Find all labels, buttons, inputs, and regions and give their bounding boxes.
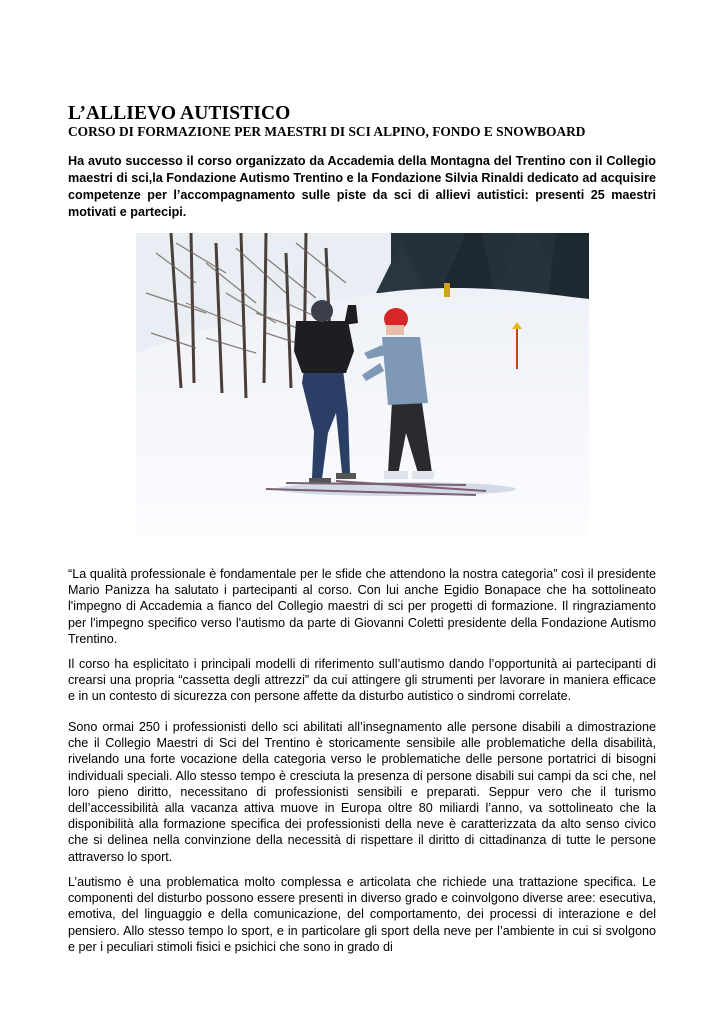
piste-marker-far <box>444 283 450 297</box>
paragraph-4: L’autismo è una problematica molto complessa e articolata che richiede una trattazione specifica. Le componenti del disturbo possono essere presenti in diverso grado e coinvolgono diverse aree: esecutiva, emotiva, del linguaggio e della comunicazione, del comportamento, dei processi di interazione e del pensiero. Allo stesso tempo lo sport, e in particolare gli sport della neve per l’ambiente in cui si svolgono e per i peculiari stimoli fisici e psichici che sono in grado di <box>68 875 656 954</box>
article-subtitle: CORSO DI FORMAZIONE PER MAESTRI DI SCI ALPINO, FONDO E SNOWBOARD <box>68 124 586 139</box>
article-lead: Ha avuto successo il corso organizzato da Accademia della Montagna del Trentino con il Collegio maestri di sci,la Fondazione Autismo Trentino e la Fondazione Silvia Rinaldi dedicato ad acquisire competenze per l’accompagnamento sulle piste da sci di allievi autistici: presenti 25 maestri motivati e partecipi. <box>68 154 656 219</box>
paragraph-2: Il corso ha esplicitato i principali modelli di riferimento sull’autismo dando l’opportunità ai partecipanti di crearsi una propria “cassetta degli attrezzi” da cui attingere gli strumenti per lavorare in maniera efficace e in un contesto di sicurezza con persone affette da disturbo autistico o sindromi correlate. <box>68 657 656 704</box>
paragraph-3: Sono ormai 250 i professionisti dello sci abilitati all’insegnamento alle persone disabili a dimostrazione che il Collegio Maestri di Sci del Trentino è storicamente sensibile alle problematiche della disabilità, rivelando una forte vocazione della categoria verso le problematiche delle persone portatrici di bisogni individuali speciali. Allo stesso tempo è cresciuta la presenza di persone disabili sui campi da sci che, nel loro pieno diritto, necessitano di professionisti sensibili e preparati. Seppur vero che il turismo dell’accessibilità alla vacanza attiva muove in Europa oltre 80 miliardi l’anno, va sottolineato che la disponibilità alla formazione specifica dei professionisti della neve è caratterizzata da alto senso civico che si delinea nella convinzione della necessità di rispettare il diritto di cittadinanza di tutte le persone attraverso lo sport. <box>68 720 656 864</box>
paragraph-1: “La qualità professionale è fondamentale per le sfide che attendono la nostra categoria” così il presidente Mario Panizza ha salutato i partecipanti al corso. Con lui anche Egidio Bonapace che ha sottolineato l'impegno di Accademia a fianco del Collegio maestri di sci per progetti di formazione. Il ringraziamento per l'impegno specifico verso l'autismo da parte di Giovanni Coletti presidente della Fondazione Autismo Trentino. <box>68 567 656 646</box>
ski-photo <box>136 233 589 535</box>
article-title: L’ALLIEVO AUTISTICO <box>68 103 291 124</box>
